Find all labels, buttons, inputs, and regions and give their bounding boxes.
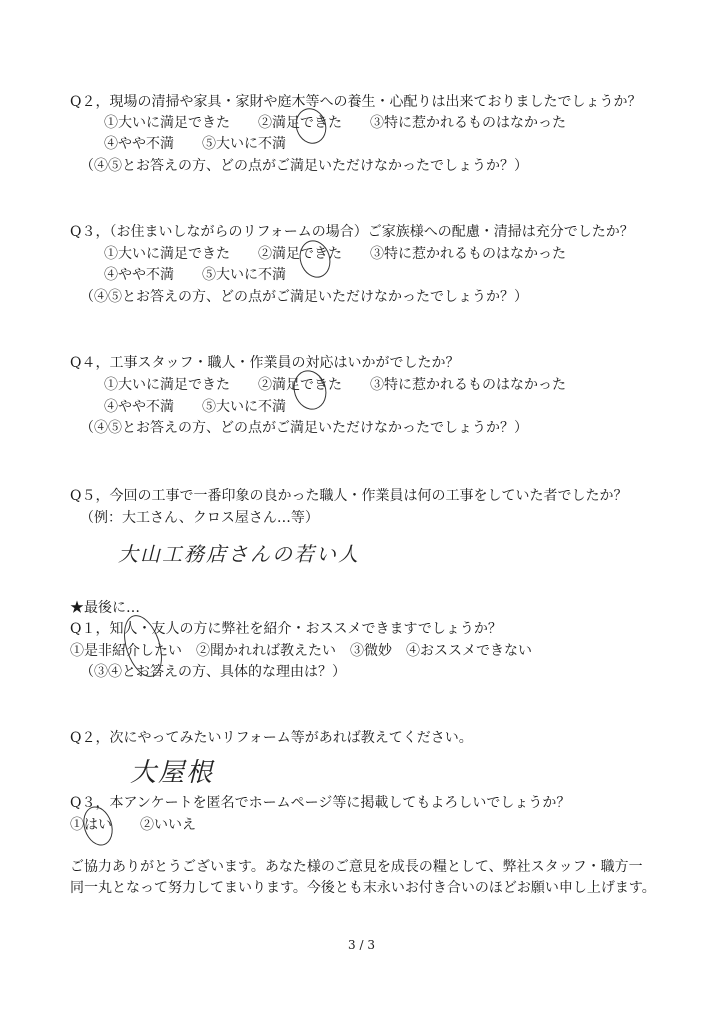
final-q1-question: Q１，知人・友人の方に弊社を紹介・おススメできますでしょうか？ [70,621,502,637]
q5-question: Q５，今回の工事で一番印象の良かった職人・作業員は何の工事をしていた者でしたか？ [70,488,628,504]
closing-line1: ご協力ありがとうございます。あなた様のご意見を成長の糧として、弊社スタッフ・職方一 [70,859,643,875]
q4-answer-circle [289,366,332,414]
q2-options-line1: ①大いに満足できた ②満足できた ③特に惹かれるものはなかった [104,115,566,131]
final-q2-handwritten-answer: 大屋根 [130,758,215,788]
final-heading: ★最後に… [70,600,140,616]
final-q3-options: ①はい ②いいえ [70,817,196,833]
q4-followup: （④⑤とお答えの方、どの点がご満足いただけなかったでしょうか？） [80,420,528,436]
q4-question: Q４，工事スタッフ・職人・作業員の対応はいかがでしたか？ [70,355,460,371]
q4-options-line2: ④やや不満 ⑤大いに不満 [104,399,286,415]
q2-options-line2: ④やや不満 ⑤大いに不満 [104,136,286,152]
q4-options-line1: ①大いに満足できた ②満足できた ③特に惹かれるものはなかった [104,377,566,393]
final-q2-question: Q２，次にやってみたいリフォーム等があれば教えてください。 [70,730,473,746]
q3-options-line1: ①大いに満足できた ②満足できた ③特に惹かれるものはなかった [104,246,566,262]
final-q3-question: Q３，本アンケートを匿名でホームページ等に掲載してもよろしいでしょうか？ [70,795,571,811]
final-q1-options: ①是非紹介したい ②聞かれれば教えたい ③微妙 ④おススメできない [70,643,532,659]
q2-followup: （④⑤とお答えの方、どの点がご満足いただけなかったでしょうか？） [80,158,528,174]
q3-followup: （④⑤とお答えの方、どの点がご満足いただけなかったでしょうか？） [80,289,528,305]
q3-question: Q３，（お住まいしながらのリフォームの場合）ご家族様への配慮・清掃は充分でしたか？ [70,224,634,240]
closing-line2: 同一丸となって努力してまいります。今後とも末永いお付き合いのほどお願い申し上げます。 [70,880,656,896]
final-q1-followup: （③④とお答えの方、具体的な理由は？） [80,664,346,680]
q5-example: （例：大工さん、クロス屋さん…等） [80,510,319,526]
q3-options-line2: ④やや不満 ⑤大いに不満 [104,267,286,283]
q2-question: Q２，現場の清掃や家具・家財や庭木等への養生・心配りは出来ておりましたでしょうか？ [70,94,642,110]
q5-handwritten-answer: 大山工務店さんの若い人 [118,542,360,566]
page-number: 3 / 3 [348,938,375,952]
